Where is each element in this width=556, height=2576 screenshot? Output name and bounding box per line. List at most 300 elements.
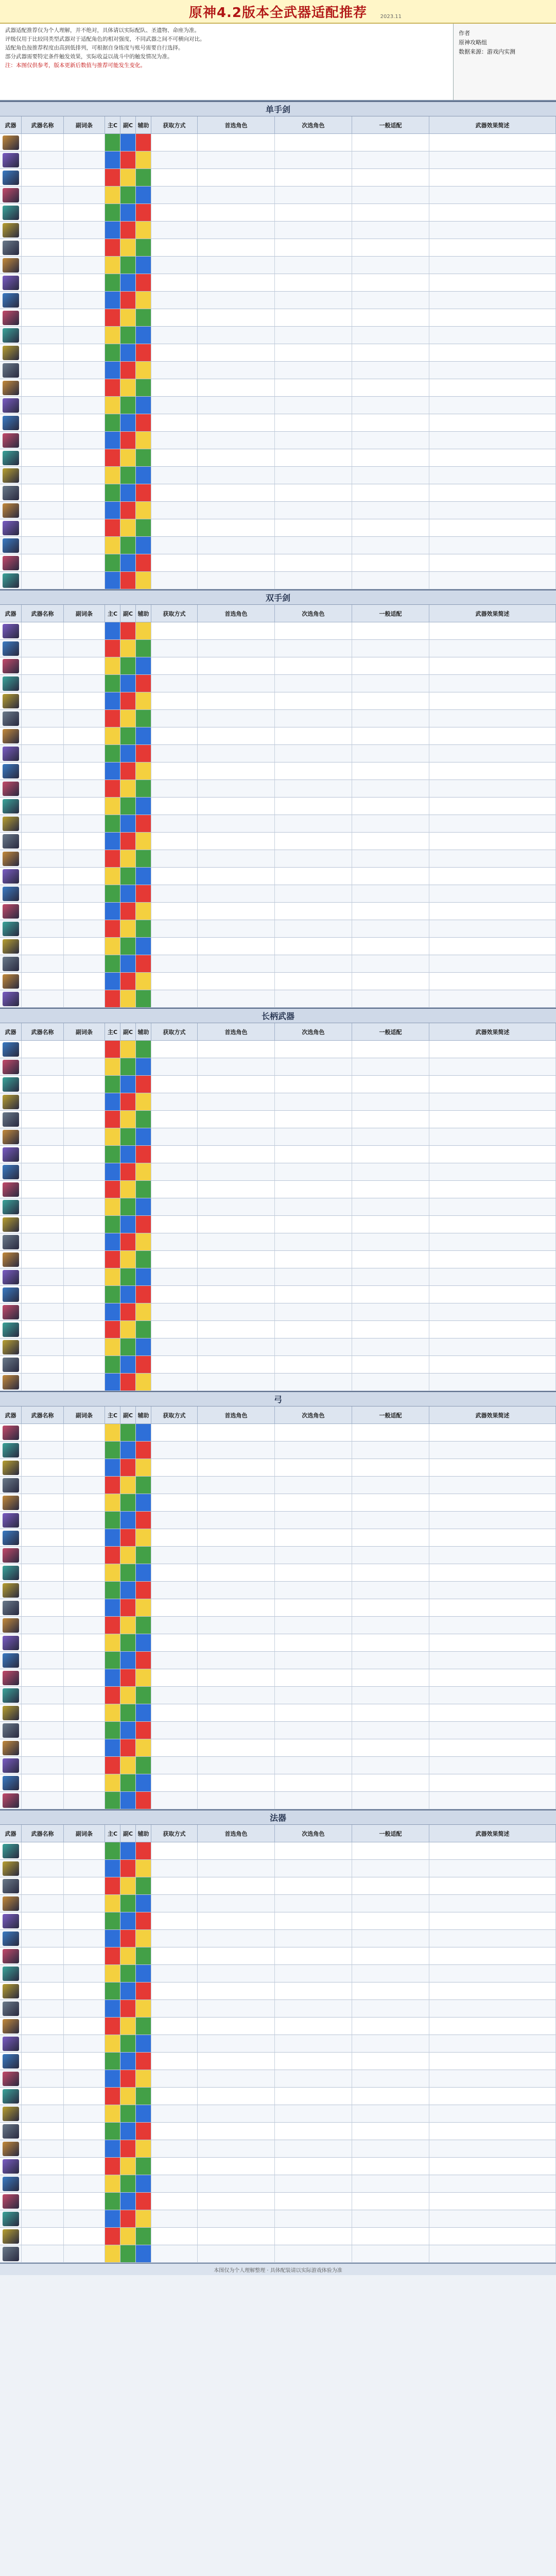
name-cell: [22, 1757, 64, 1774]
main-char-cell: [198, 2210, 275, 2228]
other-char-cell: [352, 2070, 429, 2088]
weapon-row: [0, 1251, 556, 1268]
alt-char-cell: [275, 2000, 352, 2018]
weapon-icon: [3, 904, 19, 919]
weapon-icon-cell: [0, 1459, 22, 1477]
source-cell: [151, 1198, 198, 1216]
desc-cell: [429, 502, 556, 519]
name-cell: [22, 1912, 64, 1930]
main-char-cell: [198, 1739, 275, 1757]
main-char-cell: [198, 1512, 275, 1529]
substat-cell: [64, 1494, 105, 1512]
source-cell: [151, 1477, 198, 1494]
grade-support: [136, 1930, 151, 1947]
source-cell: [151, 710, 198, 727]
desc-cell: [429, 554, 556, 572]
alt-char-cell: [275, 467, 352, 484]
other-char-cell: [352, 274, 429, 292]
weapon-row: [0, 257, 556, 274]
main-char-cell: [198, 1617, 275, 1634]
grade-support: [136, 938, 151, 955]
name-cell: [22, 1286, 64, 1303]
main-char-cell: [198, 151, 275, 169]
other-char-cell: [352, 640, 429, 657]
weapon-icon-cell: [0, 2105, 22, 2123]
source-cell: [151, 397, 198, 414]
alt-char-cell: [275, 1303, 352, 1321]
desc-cell: [429, 1792, 556, 1809]
substat-cell: [64, 745, 105, 762]
source-cell: [151, 692, 198, 710]
weapon-row: [0, 1842, 556, 1860]
alt-char-cell: [275, 2175, 352, 2193]
weapon-icon-cell: [0, 1494, 22, 1512]
name-cell: [22, 1877, 64, 1895]
desc-cell: [429, 2018, 556, 2035]
weapon-icon: [3, 1967, 19, 1981]
weapon-icon: [3, 1688, 19, 1703]
other-char-cell: [352, 1163, 429, 1181]
desc-cell: [429, 1076, 556, 1093]
column-header-g3: 辅助: [136, 605, 151, 622]
grade-support: [136, 973, 151, 990]
grade-support: [136, 1442, 151, 1459]
other-char-cell: [352, 502, 429, 519]
alt-char-cell: [275, 169, 352, 187]
weapon-icon-cell: [0, 2088, 22, 2105]
name-cell: [22, 1477, 64, 1494]
substat-cell: [64, 973, 105, 990]
column-header-main: 首选角色: [198, 1825, 275, 1842]
grade-main: [105, 1947, 120, 1965]
other-char-cell: [352, 657, 429, 675]
name-cell: [22, 1459, 64, 1477]
main-char-cell: [198, 274, 275, 292]
main-char-cell: [198, 1722, 275, 1739]
weapon-icon-cell: [0, 885, 22, 903]
main-char-cell: [198, 537, 275, 554]
weapon-row: [0, 1111, 556, 1128]
other-char-cell: [352, 414, 429, 432]
source-cell: [151, 362, 198, 379]
name-cell: [22, 2193, 64, 2210]
weapon-icon-cell: [0, 990, 22, 1008]
substat-cell: [64, 187, 105, 204]
column-header-row: [0, 605, 556, 622]
substat-cell: [64, 990, 105, 1008]
weapon-row: [0, 1356, 556, 1374]
grade-support: [136, 362, 151, 379]
weapon-row: [0, 1930, 556, 1947]
source-cell: [151, 1947, 198, 1965]
grade-main: [105, 2053, 120, 2070]
weapon-icon-cell: [0, 1982, 22, 2000]
grade-main: [105, 833, 120, 850]
grade-support: [136, 1704, 151, 1722]
substat-cell: [64, 449, 105, 467]
grade-sub: [120, 1669, 136, 1687]
weapon-icon-cell: [0, 1163, 22, 1181]
weapon-icon: [3, 1879, 19, 1893]
column-header-row: [0, 116, 556, 134]
grade-main: [105, 1163, 120, 1181]
desc-cell: [429, 885, 556, 903]
main-char-cell: [198, 692, 275, 710]
column-header-other: 一般适配: [352, 1825, 429, 1842]
other-char-cell: [352, 1722, 429, 1739]
other-char-cell: [352, 1912, 429, 1930]
weapon-icon: [3, 1566, 19, 1580]
alt-char-cell: [275, 1111, 352, 1128]
weapon-icon-cell: [0, 640, 22, 657]
main-char-cell: [198, 362, 275, 379]
main-char-cell: [198, 1181, 275, 1198]
weapon-row: [0, 1424, 556, 1442]
substat-cell: [64, 1722, 105, 1739]
column-header-name: 武器名称: [22, 1406, 64, 1424]
weapon-icon-cell: [0, 187, 22, 204]
grade-sub: [120, 572, 136, 589]
weapon-row: [0, 1459, 556, 1477]
main-char-cell: [198, 379, 275, 397]
weapon-icon: [3, 641, 19, 656]
substat-cell: [64, 1947, 105, 1965]
source-cell: [151, 572, 198, 589]
substat-cell: [64, 1041, 105, 1058]
substat-cell: [64, 1617, 105, 1634]
main-char-cell: [198, 2228, 275, 2245]
alt-char-cell: [275, 1774, 352, 1792]
grade-main: [105, 187, 120, 204]
grade-sub: [120, 1356, 136, 1374]
grade-sub: [120, 2175, 136, 2193]
weapon-row: [0, 1321, 556, 1338]
substat-cell: [64, 1757, 105, 1774]
source-cell: [151, 1442, 198, 1459]
grade-support: [136, 1093, 151, 1111]
grade-sub: [120, 1982, 136, 2000]
substat-cell: [64, 134, 105, 151]
grade-support: [136, 745, 151, 762]
substat-cell: [64, 2140, 105, 2158]
grade-main: [105, 1669, 120, 1687]
section-title: 双手剑: [0, 590, 556, 605]
alt-char-cell: [275, 1321, 352, 1338]
name-cell: [22, 1216, 64, 1233]
grade-sub: [120, 780, 136, 798]
alt-char-cell: [275, 1374, 352, 1391]
alt-char-cell: [275, 903, 352, 920]
weapon-row: [0, 134, 556, 151]
weapon-icon: [3, 1776, 19, 1790]
desc-cell: [429, 1181, 556, 1198]
alt-char-cell: [275, 850, 352, 868]
grade-support: [136, 1198, 151, 1216]
grade-main: [105, 1512, 120, 1529]
alt-char-cell: [275, 134, 352, 151]
grade-support: [136, 885, 151, 903]
weapon-icon: [3, 241, 19, 255]
weapon-icon: [3, 1217, 19, 1232]
grade-main: [105, 362, 120, 379]
weapon-icon-cell: [0, 537, 22, 554]
main-char-cell: [198, 2193, 275, 2210]
column-header-main: 首选角色: [198, 1406, 275, 1424]
name-cell: [22, 1442, 64, 1459]
alt-char-cell: [275, 2088, 352, 2105]
weapon-icon-cell: [0, 432, 22, 449]
weapon-icon: [3, 276, 19, 290]
grade-sub: [120, 1792, 136, 1809]
name-cell: [22, 2018, 64, 2035]
weapon-row: [0, 1338, 556, 1356]
other-char-cell: [352, 2158, 429, 2175]
weapon-icon: [3, 1984, 19, 1998]
weapon-row: [0, 292, 556, 309]
main-char-cell: [198, 257, 275, 274]
footer: 本图仅为个人理解整理 · 具体配装请以实际游戏体验为准: [0, 2263, 556, 2275]
name-cell: [22, 710, 64, 727]
main-char-cell: [198, 2123, 275, 2140]
weapon-icon-cell: [0, 675, 22, 692]
other-char-cell: [352, 1111, 429, 1128]
grade-main: [105, 1860, 120, 1877]
grade-sub: [120, 151, 136, 169]
weapon-icon: [3, 2002, 19, 2016]
weapon-icon-cell: [0, 1930, 22, 1947]
source-cell: [151, 2210, 198, 2228]
weapon-icon: [3, 834, 19, 849]
grade-main: [105, 727, 120, 745]
grade-support: [136, 1459, 151, 1477]
column-header-g2: 副C: [120, 605, 136, 622]
alt-char-cell: [275, 1093, 352, 1111]
grade-support: [136, 309, 151, 327]
intro-notes: [0, 24, 453, 100]
column-header-row: [0, 1406, 556, 1424]
source-cell: [151, 745, 198, 762]
grade-sub: [120, 467, 136, 484]
name-cell: [22, 675, 64, 692]
name-cell: [22, 1512, 64, 1529]
weapon-icon-cell: [0, 1512, 22, 1529]
desc-cell: [429, 2228, 556, 2245]
source-cell: [151, 1424, 198, 1442]
desc-cell: [429, 2193, 556, 2210]
name-cell: [22, 1547, 64, 1564]
main-char-cell: [198, 2000, 275, 2018]
grade-main: [105, 379, 120, 397]
alt-char-cell: [275, 798, 352, 815]
substat-cell: [64, 1529, 105, 1547]
substat-cell: [64, 1842, 105, 1860]
weapon-row: [0, 1512, 556, 1529]
main-char-cell: [198, 344, 275, 362]
grade-main: [105, 2193, 120, 2210]
weapon-row: [0, 727, 556, 745]
grade-main: [105, 1146, 120, 1163]
source-cell: [151, 537, 198, 554]
alt-char-cell: [275, 257, 352, 274]
main-char-cell: [198, 1547, 275, 1564]
column-header-desc: 武器效果简述: [429, 1023, 556, 1041]
alt-char-cell: [275, 762, 352, 780]
grade-main: [105, 1529, 120, 1547]
weapon-row: [0, 1198, 556, 1216]
main-char-cell: [198, 762, 275, 780]
alt-char-cell: [275, 327, 352, 344]
weapon-row: [0, 1860, 556, 1877]
grade-support: [136, 327, 151, 344]
substat-cell: [64, 833, 105, 850]
weapon-row: [0, 432, 556, 449]
alt-char-cell: [275, 222, 352, 239]
weapon-row: [0, 2245, 556, 2263]
grade-sub: [120, 537, 136, 554]
grade-sub: [120, 1704, 136, 1722]
substat-cell: [64, 222, 105, 239]
grade-main: [105, 798, 120, 815]
grade-sub: [120, 1442, 136, 1459]
weapon-icon-cell: [0, 745, 22, 762]
substat-cell: [64, 640, 105, 657]
alt-char-cell: [275, 1128, 352, 1146]
main-char-cell: [198, 2070, 275, 2088]
desc-cell: [429, 2175, 556, 2193]
main-char-cell: [198, 1041, 275, 1058]
weapon-row: [0, 519, 556, 537]
weapon-icon-cell: [0, 151, 22, 169]
weapon-icon: [3, 1844, 19, 1858]
weapon-row: [0, 2175, 556, 2193]
substat-cell: [64, 692, 105, 710]
grade-support: [136, 727, 151, 745]
alt-char-cell: [275, 2210, 352, 2228]
main-char-cell: [198, 239, 275, 257]
weapon-icon-cell: [0, 1181, 22, 1198]
desc-cell: [429, 1128, 556, 1146]
substat-cell: [64, 292, 105, 309]
other-char-cell: [352, 484, 429, 502]
source-cell: [151, 1076, 198, 1093]
weapon-icon: [3, 2124, 19, 2139]
other-char-cell: [352, 1216, 429, 1233]
weapon-icon: [3, 1461, 19, 1475]
weapon-icon: [3, 171, 19, 185]
weapon-row: [0, 2140, 556, 2158]
grade-main: [105, 1547, 120, 1564]
source-cell: [151, 850, 198, 868]
grade-support: [136, 449, 151, 467]
main-char-cell: [198, 2053, 275, 2070]
name-cell: [22, 780, 64, 798]
grade-support: [136, 1669, 151, 1687]
weapon-icon-cell: [0, 1338, 22, 1356]
other-char-cell: [352, 692, 429, 710]
grade-support: [136, 222, 151, 239]
alt-char-cell: [275, 710, 352, 727]
desc-cell: [429, 1547, 556, 1564]
grade-support: [136, 1268, 151, 1286]
substat-cell: [64, 675, 105, 692]
alt-char-cell: [275, 1547, 352, 1564]
weapon-icon-cell: [0, 727, 22, 745]
name-cell: [22, 1599, 64, 1617]
source-cell: [151, 1652, 198, 1669]
weapon-icon-cell: [0, 309, 22, 327]
weapon-icon-cell: [0, 484, 22, 502]
name-cell: [22, 868, 64, 885]
grade-sub: [120, 1303, 136, 1321]
grade-sub: [120, 1652, 136, 1669]
source-cell: [151, 903, 198, 920]
grade-main: [105, 1093, 120, 1111]
grade-support: [136, 1494, 151, 1512]
alt-char-cell: [275, 1058, 352, 1076]
alt-char-cell: [275, 833, 352, 850]
grade-sub: [120, 1547, 136, 1564]
substat-cell: [64, 903, 105, 920]
alt-char-cell: [275, 1146, 352, 1163]
desc-cell: [429, 990, 556, 1008]
weapon-icon-cell: [0, 1634, 22, 1652]
grade-main: [105, 1268, 120, 1286]
source-cell: [151, 1982, 198, 2000]
main-char-cell: [198, 414, 275, 432]
main-char-cell: [198, 2175, 275, 2193]
grade-sub: [120, 554, 136, 572]
substat-cell: [64, 762, 105, 780]
name-cell: [22, 955, 64, 973]
weapon-row: [0, 1303, 556, 1321]
main-char-cell: [198, 2245, 275, 2263]
weapon-row: [0, 2088, 556, 2105]
grade-sub: [120, 1494, 136, 1512]
weapon-icon-cell: [0, 833, 22, 850]
other-char-cell: [352, 2228, 429, 2245]
main-char-cell: [198, 780, 275, 798]
grade-support: [136, 1757, 151, 1774]
name-cell: [22, 2000, 64, 2018]
name-cell: [22, 2088, 64, 2105]
name-cell: [22, 1895, 64, 1912]
grade-support: [136, 1860, 151, 1877]
grade-main: [105, 1634, 120, 1652]
substat-cell: [64, 432, 105, 449]
other-char-cell: [352, 1774, 429, 1792]
weapon-icon: [3, 1861, 19, 1876]
grade-main: [105, 973, 120, 990]
grade-main: [105, 222, 120, 239]
grade-support: [136, 292, 151, 309]
alt-char-cell: [275, 414, 352, 432]
column-header-g3: 辅助: [136, 116, 151, 134]
grade-sub: [120, 1687, 136, 1704]
weapon-icon-cell: [0, 1058, 22, 1076]
weapon-icon: [3, 1758, 19, 1773]
name-cell: [22, 2158, 64, 2175]
column-header-icon: 武器: [0, 1406, 22, 1424]
name-cell: [22, 1198, 64, 1216]
name-cell: [22, 1424, 64, 1442]
grade-main: [105, 1321, 120, 1338]
weapon-row: [0, 762, 556, 780]
grade-support: [136, 780, 151, 798]
alt-char-cell: [275, 484, 352, 502]
main-char-cell: [198, 1792, 275, 1809]
main-char-cell: [198, 1982, 275, 2000]
grade-sub: [120, 1093, 136, 1111]
